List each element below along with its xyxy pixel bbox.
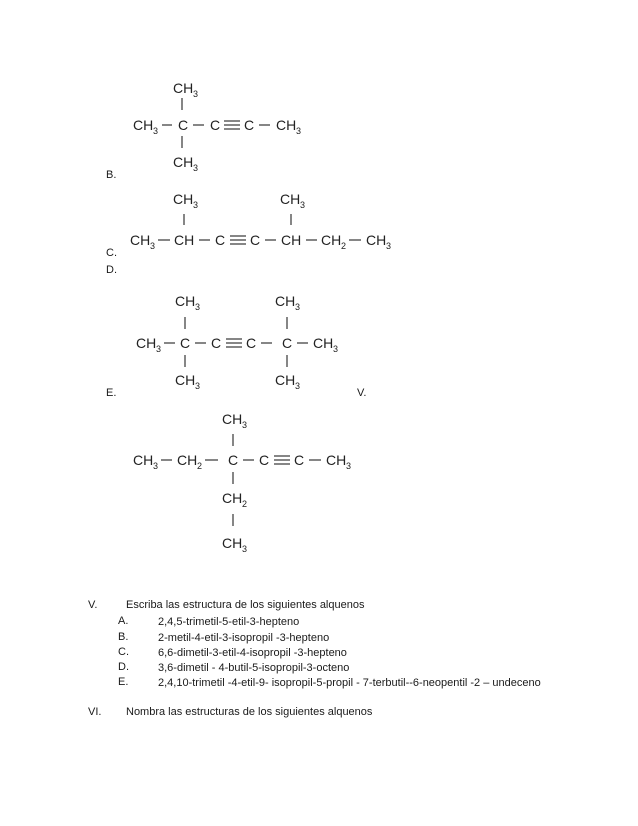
svg-text:3: 3	[195, 381, 201, 391]
svg-text:CH: CH	[222, 411, 243, 427]
struct4-bottom-ch3	[222, 535, 247, 554]
svg-text:3: 3	[195, 302, 201, 312]
svg-text:3: 3	[295, 381, 301, 391]
label-b: B.	[106, 169, 117, 181]
svg-text:3: 3	[193, 89, 199, 99]
svg-text:CH: CH	[173, 80, 194, 96]
section-vi-title: Nombra las estructuras de los siguientes alquenos	[126, 706, 373, 718]
svg-text:3: 3	[156, 344, 162, 354]
svg-text:C: C	[282, 335, 293, 351]
svg-text:CH: CH	[276, 117, 297, 133]
svg-text:3: 3	[333, 344, 339, 354]
svg-text:CH: CH	[275, 372, 296, 388]
struct4-top-ch3	[222, 411, 247, 430]
svg-text:3: 3	[296, 126, 302, 136]
svg-text:3: 3	[242, 544, 248, 554]
svg-text:CH: CH	[280, 191, 301, 207]
svg-text:CH: CH	[366, 232, 387, 248]
label-d: D.	[106, 264, 117, 276]
svg-text:2: 2	[197, 461, 203, 471]
svg-text:C: C	[246, 335, 257, 351]
list-item: C. 6,6-dimetil-3-etil-4-isopropil -3-hepteno	[118, 646, 347, 659]
svg-text:2: 2	[341, 241, 347, 251]
svg-text:CH: CH	[275, 293, 296, 309]
svg-text:3: 3	[295, 302, 301, 312]
svg-text:CH: CH	[177, 452, 198, 468]
svg-text:C: C	[259, 452, 270, 468]
svg-text:C: C	[244, 117, 255, 133]
svg-text:3: 3	[150, 241, 156, 251]
svg-text:CH: CH	[133, 452, 154, 468]
svg-text:C: C	[178, 117, 189, 133]
svg-text:CH: CH	[321, 232, 342, 248]
svg-text:3: 3	[242, 420, 248, 430]
svg-text:CH: CH	[130, 232, 151, 248]
svg-text:CH: CH	[174, 232, 195, 248]
svg-text:CH: CH	[136, 335, 157, 351]
svg-text:CH: CH	[326, 452, 347, 468]
section-v-number: V.	[88, 599, 98, 611]
svg-text:C: C	[180, 335, 191, 351]
svg-text:C: C	[294, 452, 305, 468]
svg-text:CH: CH	[175, 372, 196, 388]
svg-text:3: 3	[386, 241, 392, 251]
svg-text:3: 3	[193, 200, 199, 210]
section-v-heading	[88, 599, 508, 613]
svg-text:CH: CH	[175, 293, 196, 309]
svg-text:C: C	[250, 232, 261, 248]
list-item: B. 2-metil-4-etil-3-isopropil -3-hepteno	[118, 631, 330, 644]
svg-text:CH: CH	[222, 490, 243, 506]
svg-text:C: C	[211, 335, 222, 351]
list-item: D. 3,6-dimetil - 4-butil-5-isopropil-3-octeno	[118, 661, 350, 674]
svg-text:CH: CH	[173, 154, 194, 170]
svg-text:C: C	[210, 117, 221, 133]
struct4-ch2-branch	[222, 490, 247, 509]
svg-text:CH: CH	[133, 117, 154, 133]
section-vi-number: VI.	[88, 706, 102, 718]
section-v-title: Escriba las estructura de los siguientes alquenos	[126, 599, 365, 611]
svg-text:3: 3	[300, 200, 306, 210]
list-item: A. 2,4,5-trimetil-5-etil-3-hepteno	[118, 615, 300, 628]
svg-text:CH: CH	[222, 535, 243, 551]
svg-text:CH: CH	[173, 191, 194, 207]
svg-text:3: 3	[346, 461, 352, 471]
svg-text:2: 2	[242, 499, 248, 509]
struct4-main-chain	[133, 452, 351, 471]
svg-text:3: 3	[153, 126, 159, 136]
svg-text:3: 3	[193, 163, 199, 173]
svg-text:C: C	[215, 232, 226, 248]
section-vi-heading	[88, 706, 508, 720]
svg-text:CH: CH	[313, 335, 334, 351]
svg-text:3: 3	[153, 461, 159, 471]
label-c: C.	[106, 247, 117, 259]
list-item: E. 2,4,10-trimetil -4-etil-9- isopropil-5-propil - 7-terbutil--6-neopentil -2 – undeceno	[118, 676, 541, 689]
svg-text:CH: CH	[281, 232, 302, 248]
svg-text:C: C	[228, 452, 239, 468]
label-v-right: V.	[357, 387, 367, 399]
label-e: E.	[106, 387, 117, 399]
